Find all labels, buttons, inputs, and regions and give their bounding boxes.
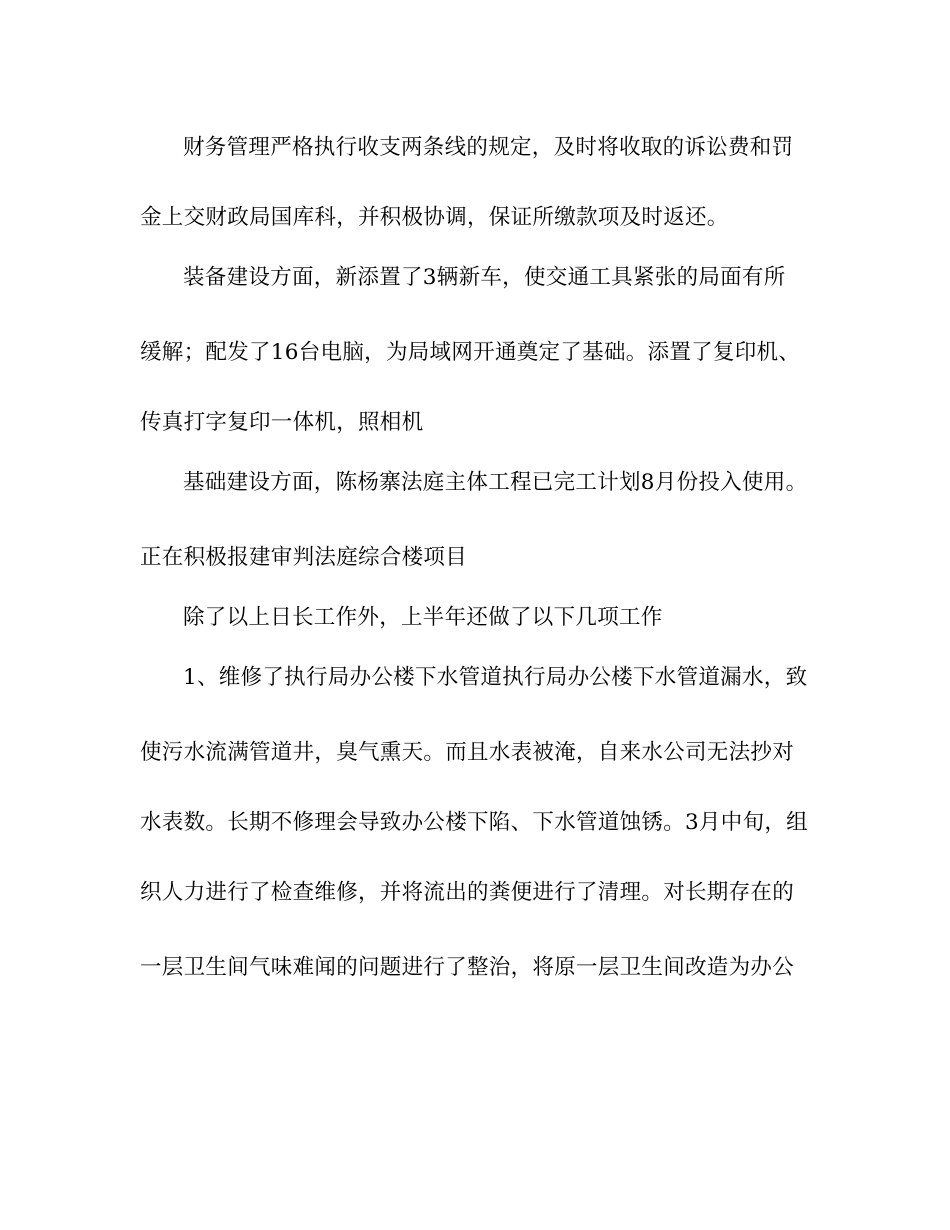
text-line-10: 使污水流满管道井，臭气熏天。而且水表被淹，自来水公司无法抄对 xyxy=(140,740,795,765)
text-line-7: 正在积极报建审判法庭综合楼项目 xyxy=(140,545,468,570)
text-line-2: 金上交财政局国库科，并积极协调，保证所缴款项及时返还。 xyxy=(140,205,729,230)
text-line-9: 1、维修了执行局办公楼下水管道执行局办公楼下水管道漏水，致 xyxy=(183,665,808,690)
text-line-11: 水表数。长期不修理会导致办公楼下陷、下水管道蚀锈。3月中旬，组 xyxy=(140,810,808,835)
text-line-1: 财务管理严格执行收支两条线的规定，及时将收取的诉讼费和罚 xyxy=(183,135,794,160)
text-line-5: 传真打字复印一体机，照相机 xyxy=(140,410,424,435)
text-line-8: 除了以上日长工作外，上半年还做了以下几项工作 xyxy=(183,605,663,630)
text-line-6: 基础建设方面，陈杨寨法庭主体工程已完工计划8月份投入使用。 xyxy=(183,470,808,495)
text-line-13: 一层卫生间气味难闻的问题进行了整治，将原一层卫生间改造为办公 xyxy=(140,955,795,980)
text-line-4: 缓解；配发了16台电脑，为局域网开通奠定了基础。添置了复印机、 xyxy=(140,340,801,365)
text-line-3: 装备建设方面，新添置了3辆新车，使交通工具紧张的局面有所 xyxy=(183,265,786,290)
text-line-12: 织人力进行了检查维修，并将流出的粪便进行了清理。对长期存在的 xyxy=(140,880,795,905)
